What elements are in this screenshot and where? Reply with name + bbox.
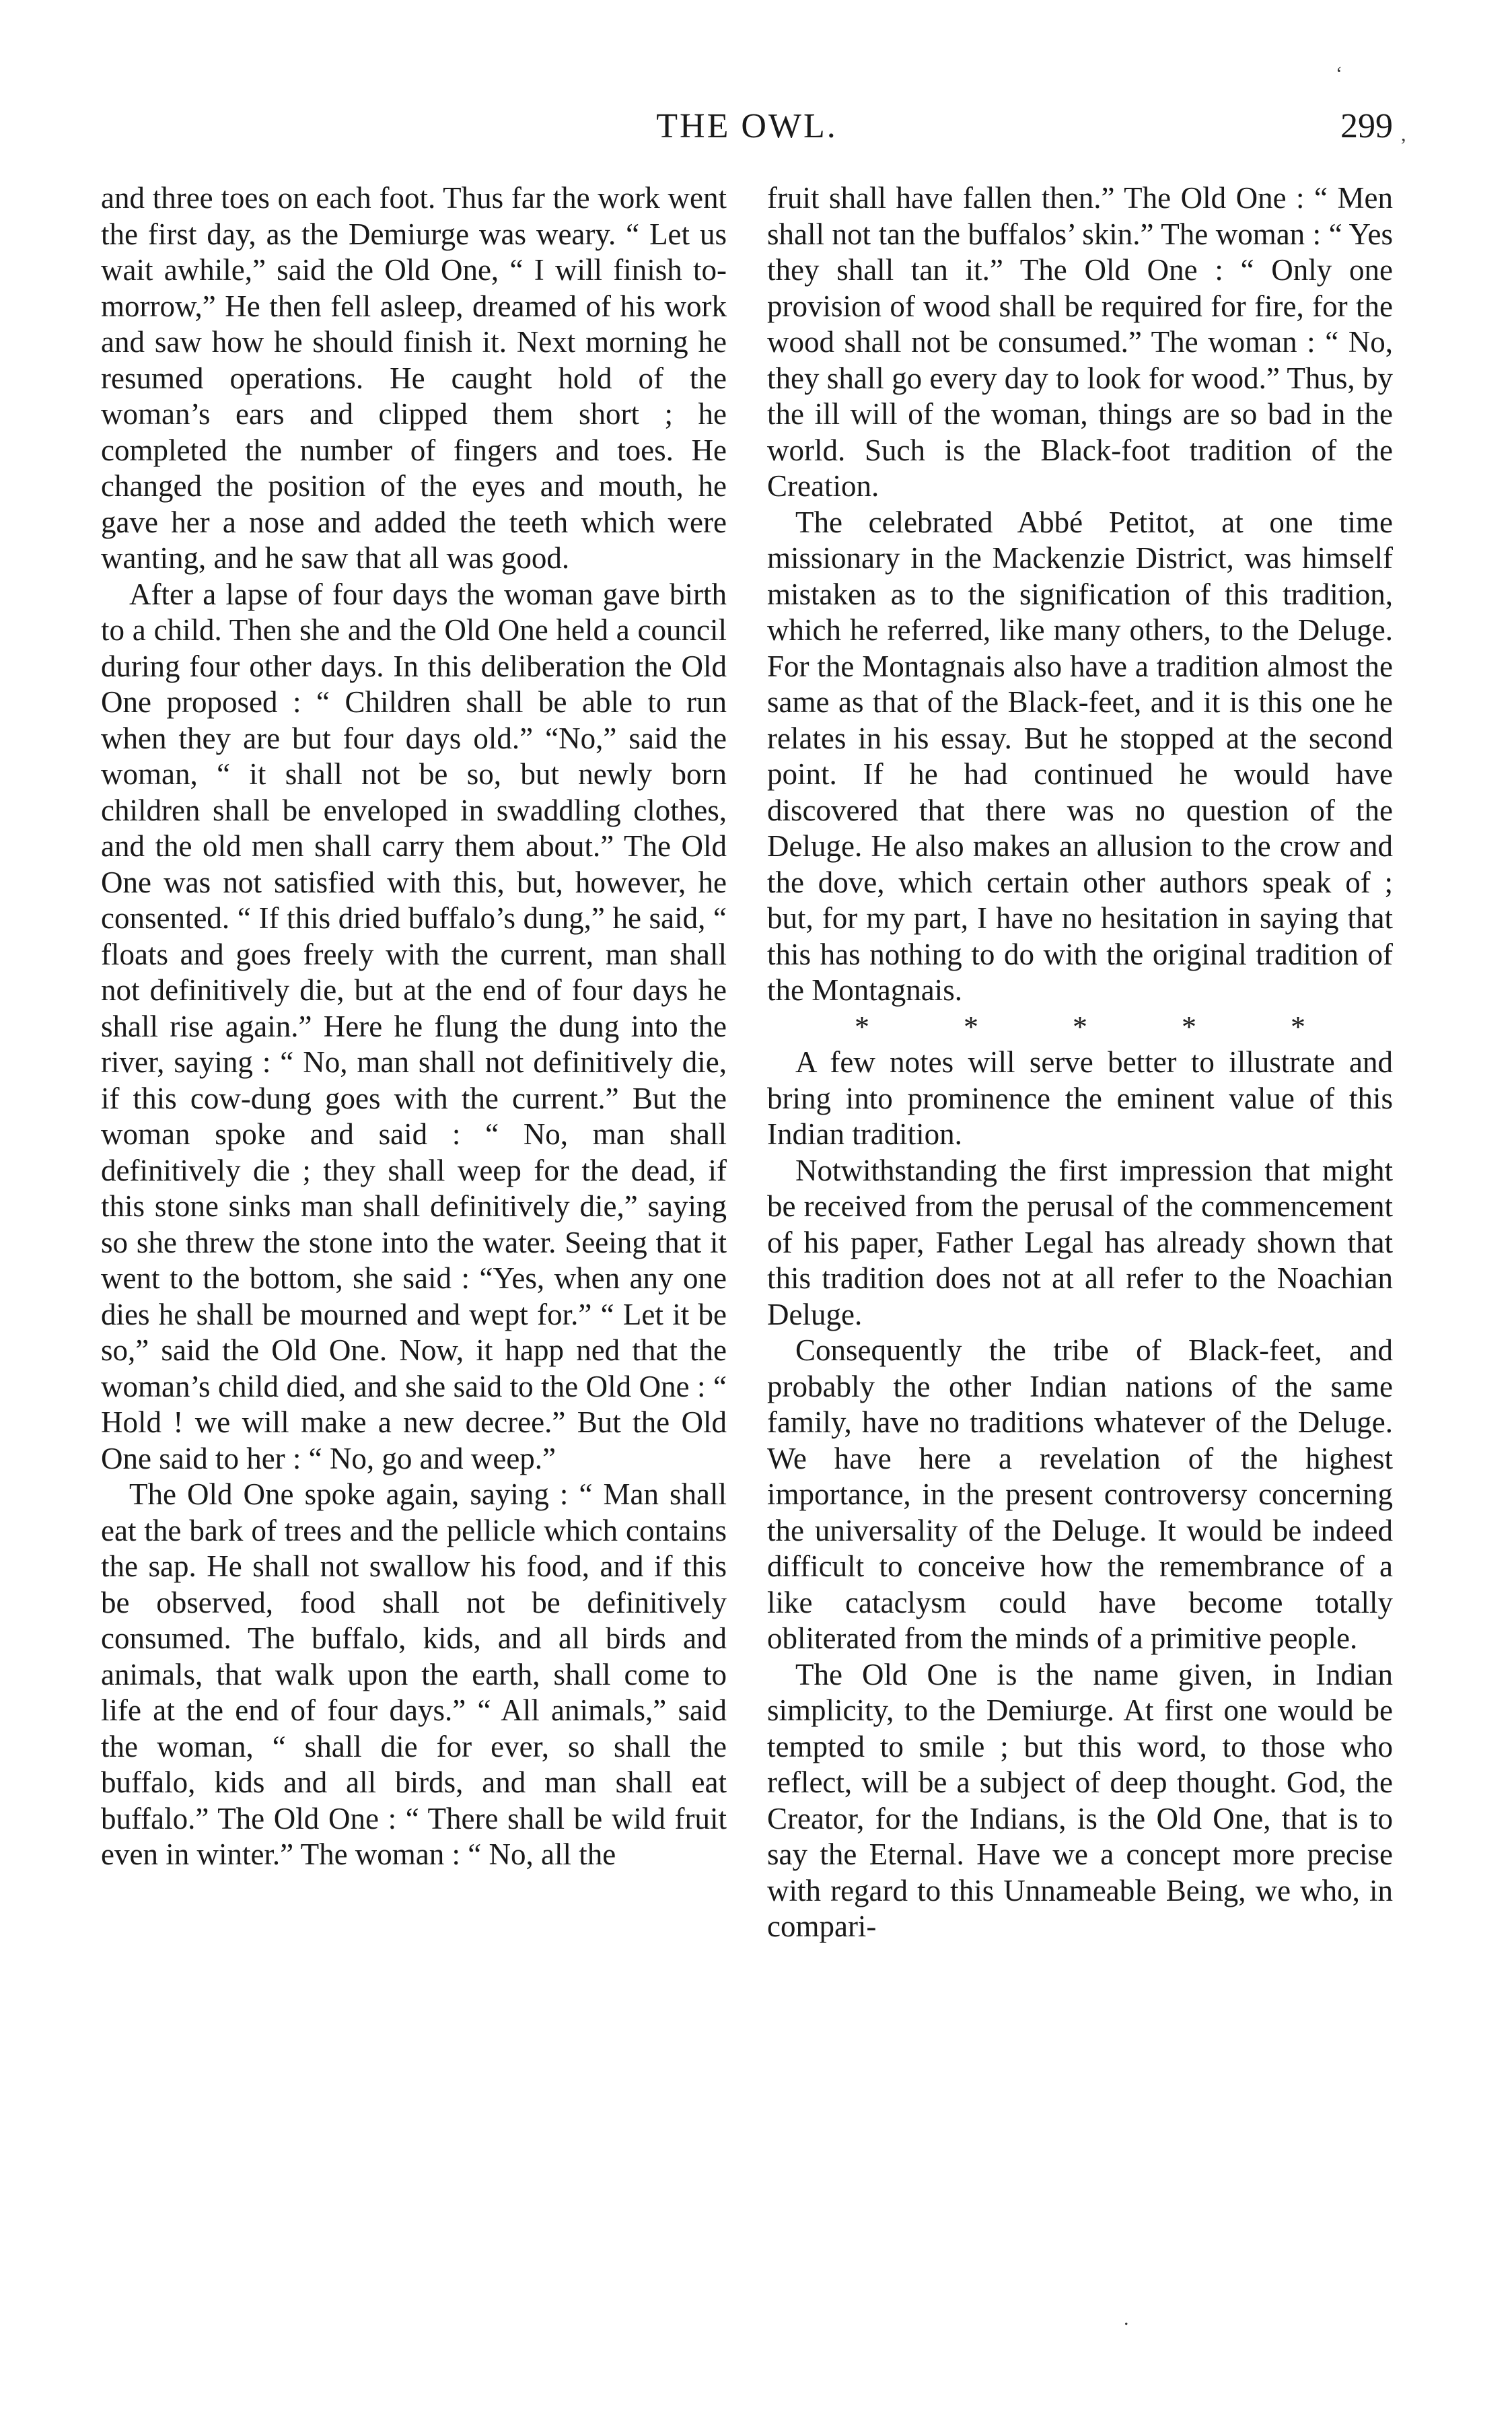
paragraph: The Old One is the name given, in Indian simplicity, to the Demiurge. At first one would be tempted to smile ; but this word, to those who reflect, will be a subject of deep thought. God, the Creator, for the Indians, is the Old One, that is to say the Eternal. Have we a concept more precise with regard to this Unnameable Being, we who, in compari- <box>767 1657 1393 1943</box>
print-speck: . <box>1124 2307 1129 2329</box>
paragraph: Consequently the tribe of Black-feet, and probably the other Indian nations of the same family, have no traditions whatever of the Deluge. We have here a revelation of the highest importance, in the present controversy concerning the universality of the Deluge. It would be indeed difficult to conceive how the remembrance of a like cataclysm could have become totally obliterated from the minds of a primitive people. <box>767 1333 1393 1655</box>
asterisk: * <box>964 1010 978 1043</box>
paragraph: Notwithstanding the first impression that might be received from the perusal of the commencement of his paper, Father Legal has already shown that this tradition does not at all refer to the Noachian Deluge. <box>767 1153 1393 1331</box>
page-number: 299 <box>1340 107 1393 145</box>
paragraph: A few notes will serve better to illustrate and bring into prominence the eminent value of this Indian tradition. <box>767 1045 1393 1151</box>
asterisk: * <box>1073 1010 1087 1043</box>
paragraph: fruit shall have fallen then.” The Old One : “ Men shall not tan the buffalos’ skin.” The woman : “ Yes they shall tan it.” The Old One : “ Only one provision of wood shall be required for fire, for the wood shall not be consumed.” The woman : “ No, they shall go every day to look for wood.” Thus, by the ill will of the woman, things are so bad in the world. Such is the Black-foot tradition of the Creation. <box>767 181 1393 503</box>
asterisk: * <box>855 1010 869 1043</box>
paragraph: and three toes on each foot. Thus far the work went the first day, as the Demiurge was weary. “ Let us wait awhile,” said the Old One, “ I will finish to-morrow,” He then fell asleep, dreamed of his work and saw how he should finish it. Next morning he resumed operations. He caught hold of the woman’s ears and clipped them short ; he completed the number of fingers and toes. He changed the position of the eyes and mouth, he gave her a nose and added the teeth which were wanting, and he saw that all was good. <box>101 181 727 575</box>
print-speck: ‘ <box>1336 63 1342 85</box>
print-speck: , <box>1401 123 1406 145</box>
paragraph: The celebrated Abbé Petitot, at one time missionary in the Mackenzie District, was himself mistaken as to the signification of this tradition, which he referred, like many others, to the Deluge. For the Montagnais also have a tradition almost the same as that of the Black-feet, and it is this one he relates in his essay. But he stopped at the second point. If he had continued he would have discovered that there was no question of the Deluge. He also makes an allusion to the crow and the dove, which certain other authors speak of ; but, for my part, I have no hesitation in saying that this has nothing to do with the original tradition of the Montagnais. <box>767 505 1393 1007</box>
running-title: THE OWL. <box>656 107 838 145</box>
asterisk: * <box>1182 1010 1196 1043</box>
paragraph: The Old One spoke again, saying : “ Man shall eat the bark of trees and the pellicle which contains the sap. He shall not swallow his food, and if this be observed, food shall not be definitively consumed. The buffalo, kids, and all birds and animals, that walk upon the earth, shall come to life at the end of four days.” “ All animals,” said the woman, “ shall die for ever, so shall the buffalo, kids and all birds, and man shall eat buffalo.” The Old One : “ There shall be wild fruit even in winter.” The woman : “ No, all the <box>101 1477 727 1871</box>
paragraph: After a lapse of four days the woman gave birth to a child. Then she and the Old One held a council during four other days. In this deliberation the Old One proposed : “ Children shall be able to run when they are but four days old.” “No,” said the woman, “ it shall not be so, but newly born children shall be enveloped in swaddling clothes, and the old men shall carry them about.” The Old One was not satisfied with this, but, however, he consented. “ If this dried buffalo’s dung,” he said, “ floats and goes freely with the current, man shall not definitively die, but at the end of four days he shall rise again.” Here he flung the dung into the river, saying : “ No, man shall not definitively die, if this cow-dung goes with the current.” But the woman spoke and said : “ No, man shall definitively die ; they shall weep for the dead, if this stone sinks man shall definitively die,” saying so she threw the stone into the water. Seeing that it went to the bottom, she said : “Yes, when any one dies he shall be mourned and wept for.” “ Let it be so,” said the Old One. Now, it happ ned that the woman’s child died, and she said to the Old One : “ Hold ! we will make a new decree.” But the Old One said to her : “ No, go and weep.” <box>101 577 727 1475</box>
section-break-asterism <box>767 1009 1393 1045</box>
left-column <box>101 180 727 1873</box>
asterisk: * <box>1291 1010 1305 1043</box>
right-column <box>767 180 1393 1945</box>
page-header <box>101 100 1393 153</box>
